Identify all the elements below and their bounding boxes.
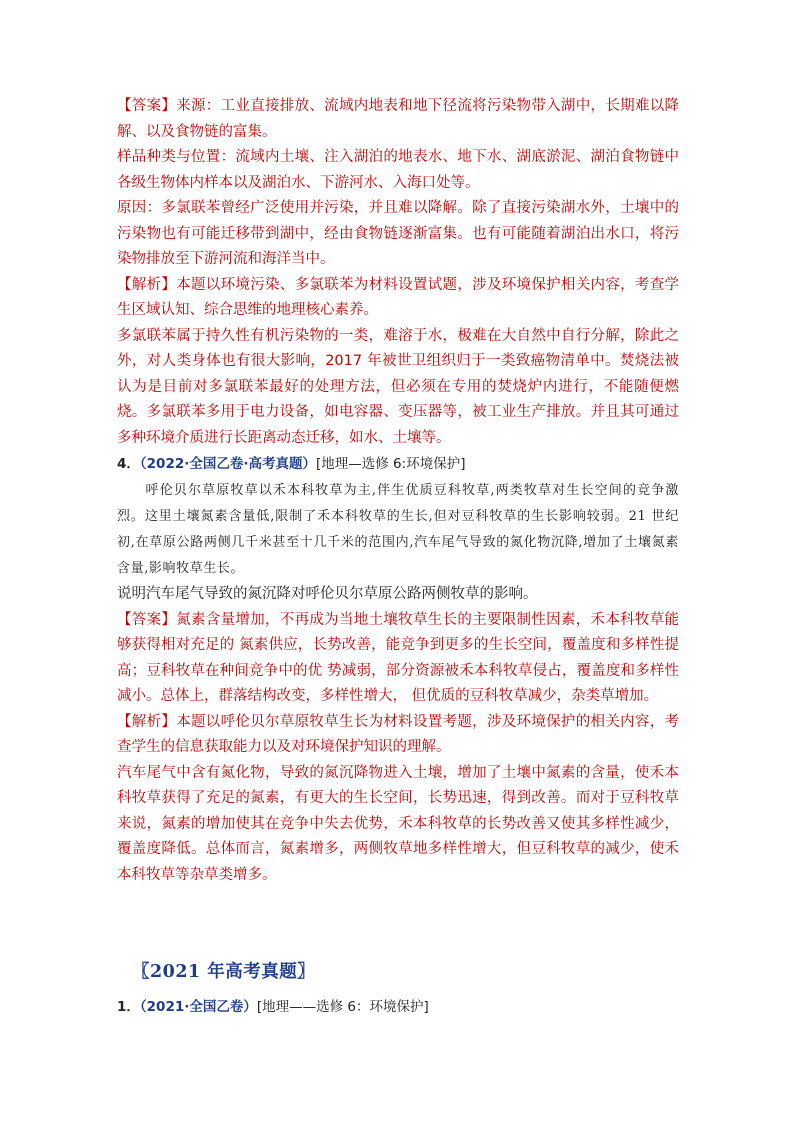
analysis-4-intro: [117, 710, 679, 761]
answer-tag: 【答案】: [117, 611, 177, 628]
answer-tag: 【答案】: [117, 98, 177, 114]
question-1-number: 1．: [117, 999, 140, 1015]
question-4-material-text: 呼伦贝尔草原牧草以禾本科牧草为主,伴生优质豆科牧草,两类牧草对生长空间的竞争激烈。这里土壤氮素含量低,限制了禾本科牧草的生长,但对豆科牧草的生长影响较弱。21 世纪初,在草原公路两侧几千米甚至十几千米的范围内,汽车尾气导致的氮化物沉降,增加了土壤氮素含量,影响牧草生长。: [117, 483, 679, 576]
question-1-topic: [地理——选修 6：环境保护]: [256, 999, 429, 1015]
answer-1-samples: 样品种类与位置：流域内土壤、注入湖泊的地表水、地下水、湖底淤泥、湖泊食物链中各级生物体内样本以及湖泊水、下游河水、入海口处等。: [117, 149, 679, 191]
answer-1-source: [117, 94, 679, 145]
analysis-tag: 【解析】: [117, 713, 177, 730]
answer-4-text: 氮素含量增加，不再成为当地土壤牧草生长的主要限制性因素，禾本科牧草能够获得相对充足的 氮素供应，长势改善，能竞争到更多的生长空间，覆盖度和多样性提高；豆科牧草在种间竞争中的优 势减弱，部分资源被禾本科牧草侵占，覆盖度和多样性减小。总体上，群落结构改变，多样性增大， 但优质的豆科牧草减少，杂类草增加。: [117, 611, 680, 704]
question-4-number: 4．: [117, 456, 140, 472]
analysis-tag: 【解析】: [117, 276, 177, 293]
analysis-1-body-part-b: 2017 年被世卫组织归于一类致癌物清单中。: [325, 353, 620, 369]
analysis-1-body: [117, 324, 679, 452]
analysis-1-intro-text: 本题以环境污染、多氯联苯为材料设置试题，涉及环境保护相关内容，考查学生区域认知、综合思维的地理核心素养。: [117, 276, 680, 318]
answer-1-reason: 原因：多氯联苯曾经广泛使用并污染，并且难以降解。除了直接污染湖水外，土壤中的污染物也有可能迁移带到湖中，经由食物链逐渐富集。也有可能随着湖泊出水口，将污染物排放至下游河流和海洋当中。: [117, 200, 679, 267]
question-1-source: （2021·全国乙卷）: [139, 999, 257, 1015]
analysis-4-body: 汽车尾气中含有氮化物，导致的氮沉降物进入土壤，增加了土壤中氮素的含量，使禾本科牧草获得了充足的氮素，有更大的生长空间，长势迅速，得到改善。而对于豆科牧草来说，氮素的增加使其在竞争中失去优势，禾本科牧草的长势改善又使其多样性减少，覆盖度降低。总体而言，氮素增多，两侧牧草地多样性增大，但豆科牧草的减少，使禾本科牧草等杂草类增多。: [117, 764, 679, 883]
analysis-4-intro-text: 本题以呼伦贝尔草原牧草生长为材料设置考题，涉及环境保护的相关内容，考查学生的信息获取能力以及对环境保护知识的理解。: [117, 713, 680, 755]
answer-1-source-text: 来源：工业直接排放、流域内地表和地下径流将污染物带入湖中，长期难以降解、以及食物链的富集。: [117, 98, 680, 140]
document-content: [117, 94, 679, 888]
question-4-source: （2022·全国乙卷·高考真题）: [139, 456, 316, 472]
question-1-header: [117, 996, 429, 1018]
question-4-header: [117, 452, 679, 476]
answer-4: [117, 608, 679, 710]
question-4-topic: [地理—选修 6:环境保护]: [316, 456, 466, 472]
analysis-1-body-part-a: 多氯联苯属于持久性有机污染物的一类，难溶于水，极难在大自然中自行分解，除此之外，对人类身体也有很大影响，: [117, 327, 679, 369]
question-4-material: [117, 478, 679, 582]
question-4-prompt: 说明汽车尾气导致的氮沉降对呼伦贝尔草原公路两侧牧草的影响。: [117, 586, 538, 602]
analysis-1-body-part-c: 焚烧法被认为是目前对多氯联苯最好的处理方法，但必须在专用的焚烧炉内进行，不能随便燃烧。多氯联苯多用于电力设备，如电容器、变压器等，被工业生产排放。并且其可通过多种环境介质进行长距离动态迁移，如水、土壤等。: [117, 353, 680, 446]
analysis-1-intro: [117, 273, 679, 324]
section-title-2021: 〖2021 年高考真题〗: [132, 962, 316, 982]
